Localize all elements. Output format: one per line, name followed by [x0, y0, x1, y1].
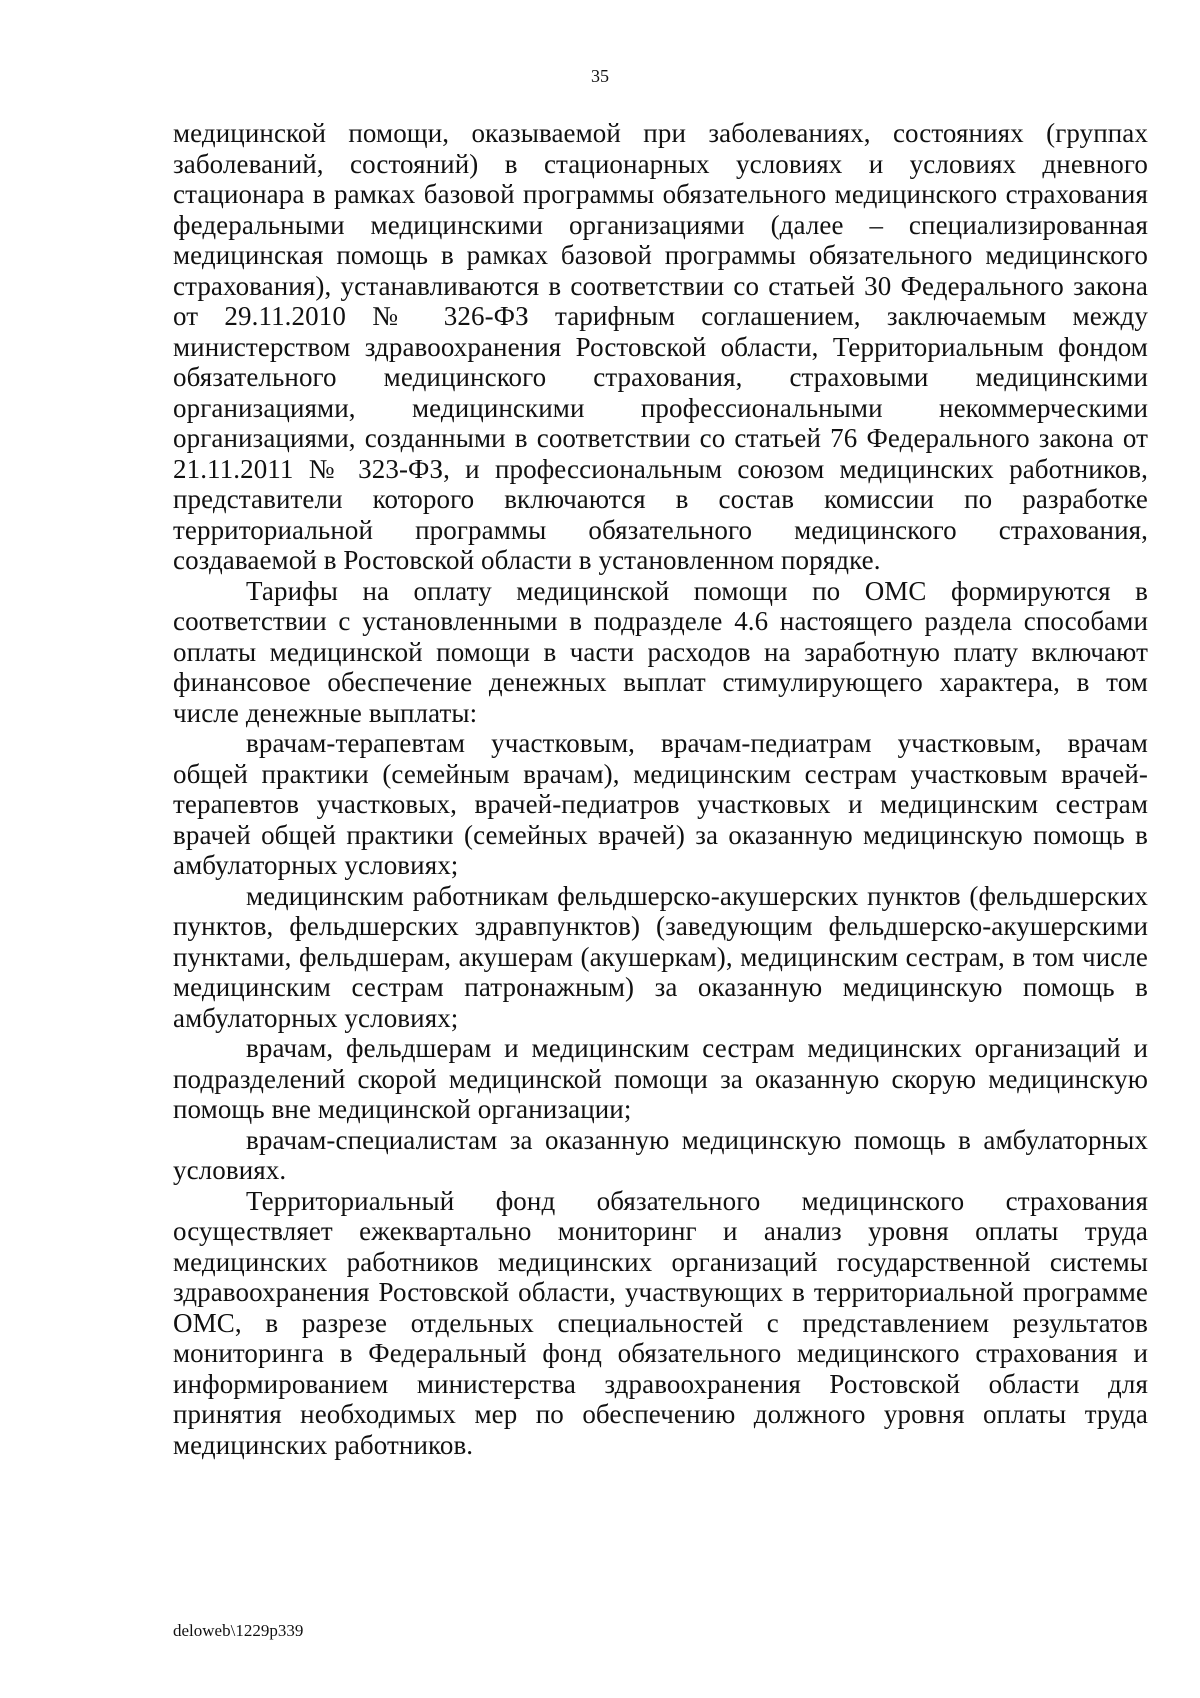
- document-body: [173, 118, 1148, 1460]
- page-number: 35: [591, 66, 609, 86]
- paragraph-tariffs: Тарифы на оплату медицинской помощи по ОМС формируются в соответствии с установленными в подразделе 4.6 настоящего раздела способами оплаты медицинской помощи в части расходов на заработную плату включают финансовое обеспечение денежных выплат стимулирующего характера, в том числе денежные выплаты:: [173, 575, 1148, 728]
- document-footer-code: deloweb\1229p339: [173, 1621, 304, 1640]
- paragraph-continuation: медицинской помощи, оказываемой при заболеваниях, состояниях (группах заболеваний, состояний) в стационарных условиях и условиях дневного стационара в рамках базовой программы обязательного медицинского страхования федеральными медицинскими организациями (далее – специализированная медицинская помощь в рамках базовой программы обязательного медицинского страхования), устанавливаются в соответствии со статьей 30 Федерального закона от 29.11.2010 № 326-ФЗ тарифным соглашением, заключаемым между министерством здравоохранения Ростовской области, Территориальным фондом обязательного медицинского страхования, страховыми медицинскими организациями, медицинскими профессиональными некоммерческими организациями, созданными в соответствии со статьей 76 Федерального закона от 21.11.2011 № 323-ФЗ, и профессиональным союзом медицинских работников, представители которого включаются в состав комиссии по разработке территориальной программы обязательного медицинского страхования, создаваемой в Ростовской области в установленном порядке.: [173, 118, 1148, 575]
- paragraph-list-item-district-doctors: врачам-терапевтам участковым, врачам-педиатрам участковым, врачам общей практики (семейным врачам), медицинским сестрам участковым врачей-терапевтов участковых, врачей-педиатров участковых и медицинским сестрам врачей общей практики (семейных врачей) за оказанную медицинскую помощь в амбулаторных условиях;: [173, 728, 1148, 880]
- paragraph-monitoring: Территориальный фонд обязательного медицинского страхования осуществляет ежеквартально мониторинг и анализ уровня оплаты труда медицинских работников медицинских организаций государственной системы здравоохранения Ростовской области, участвующих в территориальной программе ОМС, в разрезе отдельных специальностей с представлением результатов мониторинга в Федеральный фонд обязательного медицинского страхования и информированием министерства здравоохранения Ростовской области для принятия необходимых мер по обеспечению должного уровня оплаты труда медицинских работников.: [173, 1185, 1148, 1460]
- paragraph-list-item-specialists: врачам-специалистам за оказанную медицинскую помощь в амбулаторных условиях.: [173, 1124, 1148, 1185]
- paragraph-list-item-feldsher-stations: медицинским работникам фельдшерско-акушерских пунктов (фельдшерских пунктов, фельдшерских здравпунктов) (заведующим фельдшерско-акушерскими пунктами, фельдшерам, акушерам (акушеркам), медицинским сестрам, в том числе медицинским сестрам патронажным) за оказанную медицинскую помощь в амбулаторных условиях;: [173, 880, 1148, 1033]
- paragraph-list-item-ambulance: врачам, фельдшерам и медицинским сестрам медицинских организаций и подразделений скорой медицинской помощи за оказанную скорую медицинскую помощь вне медицинской организации;: [173, 1033, 1148, 1124]
